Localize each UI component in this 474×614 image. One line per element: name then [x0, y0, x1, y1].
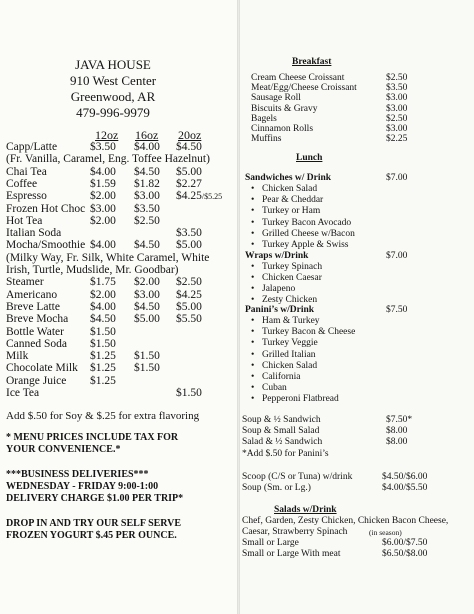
- drink-price-12oz: $4.00: [90, 300, 116, 313]
- sandwiches-item-label: Turkey or Ham: [262, 206, 321, 217]
- drink-price-20oz-value: $2.27: [176, 177, 202, 190]
- wraps-price: $7.00: [386, 251, 408, 261]
- bullet-icon: •: [251, 327, 255, 338]
- paninis-item: [251, 339, 318, 349]
- drink-name: Chai Tea: [6, 165, 47, 178]
- drink-name: Milk: [6, 350, 29, 363]
- drink-name: Frozen Hot Choc: [6, 202, 86, 215]
- sandwiches-item: [251, 230, 355, 240]
- drink-name: Ice Tea: [6, 387, 40, 399]
- tax-note-line-2: YOUR CONVENIENCE.*: [6, 444, 121, 455]
- drink-price-20oz: [176, 314, 202, 325]
- drink-price-20oz-extra: /$5.25: [201, 192, 223, 202]
- paninis-item-label: Ham & Turkey: [262, 316, 320, 326]
- paninis-item: [251, 373, 301, 383]
- breakfast-item-price: $3.00: [386, 124, 408, 134]
- bullet-icon: •: [251, 383, 255, 394]
- wraps-item-label: Turkey Spinach: [262, 262, 323, 272]
- drink-name: Mocha/Smoothie: [6, 239, 86, 252]
- breakfast-item-name: Bagels: [251, 113, 277, 124]
- drink-price-16oz: $1.50: [134, 362, 160, 375]
- bullet-icon: •: [251, 273, 255, 283]
- drink-price-12oz: $1.25: [90, 362, 116, 375]
- scoop-item-price: $4.00/$5.50: [382, 483, 428, 493]
- combo-name: Soup & Small Salad: [242, 426, 320, 436]
- scoop-item-name: Scoop (C/S or Tuna) w/drink: [242, 472, 353, 482]
- wraps-item-label: Chicken Caesar: [262, 273, 322, 283]
- drink-name: Orange Juice: [6, 374, 67, 387]
- drink-price-20oz: [176, 191, 222, 202]
- delivery-note-line-3: DELIVERY CHARGE $1.00 PER TRIP*: [6, 493, 184, 504]
- drink-price-16oz: $4.50: [134, 300, 160, 313]
- bullet-icon: •: [251, 217, 255, 228]
- bullet-icon: •: [251, 295, 255, 305]
- paninis-item: [251, 351, 316, 361]
- shop-city: Greenwood, AR: [70, 89, 156, 104]
- drink-name: Breve Mocha: [6, 313, 69, 326]
- paninis-item-label: Cuban: [262, 383, 287, 394]
- salad-item-price: $6.50/$8.00: [382, 549, 428, 559]
- paninis-item-label: Turkey Veggie: [262, 338, 318, 349]
- drink-price-20oz: [176, 179, 202, 190]
- sandwiches-title: Sandwiches w/ Drink: [245, 173, 332, 183]
- drink-price-16oz: $2.50: [134, 214, 160, 227]
- page-fold: [237, 0, 240, 614]
- paninis-item: [251, 384, 287, 394]
- drink-price-12oz: $3.50: [90, 141, 116, 153]
- drink-price-12oz: $1.25: [90, 374, 116, 387]
- drink-price-12oz: $2.00: [90, 214, 116, 227]
- shop-address: 910 West Center: [69, 73, 157, 88]
- drink-price-12oz: $4.00: [90, 239, 116, 252]
- drink-price-20oz: [176, 142, 202, 153]
- sandwiches-item-label: Grilled Cheese w/Bacon: [262, 228, 355, 239]
- bullet-icon: •: [251, 184, 255, 194]
- drink-name: Steamer: [6, 276, 44, 289]
- breakfast-item-name: Sausage Roll: [251, 93, 301, 104]
- combo-price: $8.00: [386, 437, 408, 447]
- breakfast-item-name: Biscuits & Gravy: [251, 103, 318, 114]
- drink-name: Bottle Water: [6, 325, 64, 338]
- size-header-20oz: 20oz: [178, 128, 202, 142]
- sandwiches-item: [251, 241, 348, 251]
- flavor-note: Add $.50 for Soy & $.25 for extra flavoring: [6, 410, 200, 422]
- drink-price-16oz: $3.50: [134, 202, 160, 215]
- wraps-item: [251, 285, 295, 295]
- drink-name: Irish, Turtle, Mudslide, Mr. Goodbar): [6, 264, 179, 276]
- drink-name: Chocolate Milk: [6, 362, 78, 375]
- bullet-icon: •: [251, 228, 255, 239]
- drink-price-20oz-value: $5.00: [176, 300, 202, 313]
- yogurt-note-line-1: DROP IN AND TRY OUR SELF SERVE: [6, 518, 182, 529]
- sandwiches-item-label: Turkey Bacon Avocado: [262, 217, 352, 228]
- breakfast-title: Breakfast: [292, 57, 332, 67]
- bullet-icon: •: [251, 349, 255, 360]
- breakfast-item-name: Muffins: [251, 134, 282, 145]
- drink-price-16oz: $3.00: [134, 288, 160, 301]
- lunch-title: Lunch: [296, 153, 323, 163]
- paninis-item-label: Chicken Salad: [262, 360, 318, 371]
- sandwiches-item: [251, 185, 317, 195]
- drink-price-20oz-value: $4.25: [176, 190, 202, 203]
- drink-price-12oz: $1.59: [90, 177, 116, 190]
- drink-price-20oz-value: $4.50: [176, 141, 202, 153]
- bullet-icon: •: [251, 240, 255, 250]
- drink-price-20oz: [176, 167, 202, 178]
- salad-item-name: Small or Large: [242, 538, 299, 548]
- drink-price-16oz: $4.00: [134, 141, 160, 153]
- scoop-item-price: $4.50/$6.00: [382, 472, 428, 482]
- paninis-item-label: Grilled Italian: [262, 349, 316, 360]
- drink-price-20oz-value: $2.50: [176, 276, 202, 289]
- salads-title: Salads w/Drink: [274, 505, 337, 515]
- sandwiches-item-label: Chicken Salad: [262, 184, 318, 194]
- drink-price-20oz-value: $5.00: [176, 239, 202, 252]
- bullet-icon: •: [251, 394, 255, 405]
- drink-price-12oz: $1.75: [90, 276, 116, 289]
- drink-name: Espresso: [6, 190, 47, 203]
- bullet-icon: •: [251, 284, 255, 294]
- drink-price-12oz: $4.00: [90, 165, 116, 178]
- paninis-item: [251, 328, 355, 338]
- drink-price-16oz: $5.00: [134, 313, 160, 326]
- drink-name: Capp/Latte: [6, 141, 58, 153]
- wraps-title: Wraps w/Drink: [245, 251, 309, 261]
- combo-name: Soup & ½ Sandwich: [242, 415, 321, 425]
- bullet-icon: •: [251, 206, 255, 217]
- sandwiches-price: $7.00: [386, 173, 408, 183]
- size-header-12oz: 12oz: [95, 128, 119, 142]
- breakfast-item-name: Meat/Egg/Cheese Croissant: [251, 83, 357, 94]
- bullet-icon: •: [251, 360, 255, 371]
- delivery-note-line-2: WEDNESDAY - FRIDAY 9:00-1:00: [6, 481, 159, 492]
- drink-price-20oz: [176, 388, 202, 399]
- panini-note: *Add $.50 for Panini’s: [242, 449, 329, 459]
- drink-price-12oz: $4.50: [90, 313, 116, 326]
- drink-price-16oz: $3.00: [134, 190, 160, 203]
- paninis-item-label: California: [262, 372, 301, 382]
- breakfast-item-price: $2.25: [386, 134, 408, 145]
- drink-name: Canned Soda: [6, 337, 68, 350]
- sandwiches-item-label: Turkey Apple & Swiss: [262, 240, 349, 250]
- salad-item-name: Small or Large With meat: [242, 549, 341, 559]
- salads-desc-2: Caesar, Strawberry Spinach: [242, 527, 348, 537]
- wraps-item-label: Jalapeno: [262, 284, 296, 294]
- paninis-item: [251, 395, 339, 405]
- salad-item-price: $6.00/$7.50: [382, 538, 428, 548]
- tax-note-line-1: * MENU PRICES INCLUDE TAX FOR: [6, 432, 179, 443]
- shop-name: JAVA HOUSE: [75, 57, 151, 72]
- combo-price: $7.50*: [386, 415, 413, 425]
- combo-price: $8.00: [386, 426, 408, 436]
- breakfast-item-price: $2.50: [386, 73, 408, 83]
- drink-name: Americano: [6, 288, 58, 301]
- drink-price-12oz: $2.00: [90, 190, 116, 203]
- drink-price-20oz: [176, 277, 202, 288]
- sandwiches-item: [251, 219, 351, 229]
- salads-desc-1: Chef, Garden, Zesty Chicken, Chicken Bacon Cheese,: [242, 516, 449, 526]
- scoop-item-name: Soup (Sm. or Lg.): [242, 483, 311, 493]
- drink-name: Hot Tea: [6, 214, 43, 227]
- drink-price-20oz-value: $3.50: [176, 227, 202, 240]
- bullet-icon: •: [251, 262, 255, 272]
- sandwiches-item: [251, 207, 320, 217]
- sandwiches-item-label: Pear & Cheddar: [262, 195, 324, 206]
- drink-price-20oz: [176, 228, 202, 239]
- bullet-icon: •: [251, 316, 255, 326]
- paninis-item: [251, 317, 320, 327]
- bullet-icon: •: [251, 195, 255, 206]
- paninis-item-label: Turkey Bacon & Cheese: [262, 327, 356, 338]
- paninis-title: Panini’s w/Drink: [245, 305, 315, 315]
- salads-desc-2-note: (in season): [369, 528, 402, 537]
- drink-price-16oz: $4.50: [134, 165, 160, 178]
- wraps-item-label: Zesty Chicken: [262, 295, 318, 305]
- wraps-item: [251, 263, 322, 273]
- breakfast-item-price: $3.00: [386, 93, 408, 104]
- shop-phone: 479-996-9979: [76, 105, 150, 120]
- drink-name: Italian Soda: [6, 227, 62, 240]
- combo-name: Salad & ½ Sandwich: [242, 437, 323, 447]
- paninis-item-label: Pepperoni Flatbread: [262, 394, 339, 405]
- breakfast-item-name: Cinnamon Rolls: [251, 124, 314, 134]
- drink-price-16oz: $2.00: [134, 276, 160, 289]
- paninis-item: [251, 362, 317, 372]
- drink-price-12oz: $1.50: [90, 337, 116, 350]
- drink-price-12oz: $3.00: [90, 202, 116, 215]
- drink-price-16oz: $4.50: [134, 239, 160, 252]
- bullet-icon: •: [251, 338, 255, 349]
- drink-price-20oz: [176, 302, 202, 313]
- drink-name: Breve Latte: [6, 300, 60, 313]
- drink-price-16oz: $1.82: [134, 177, 160, 190]
- drink-name: (Fr. Vanilla, Caramel, Eng. Toffee Hazelnut): [6, 153, 210, 166]
- size-header-16oz: 16oz: [135, 128, 159, 142]
- delivery-note-line-1: ***BUSINESS DELIVERIES***: [6, 469, 149, 480]
- drink-price-20oz-value: $5.00: [176, 165, 202, 178]
- breakfast-item-price: $3.00: [386, 103, 408, 114]
- drink-price-16oz: $1.50: [134, 350, 160, 363]
- drink-price-20oz-value: $4.25: [176, 288, 202, 301]
- drink-price-12oz: $1.50: [90, 325, 116, 338]
- sandwiches-item: [251, 196, 323, 206]
- drink-price-20oz-value: $5.50: [176, 313, 202, 326]
- drink-price-12oz: $1.25: [90, 350, 116, 363]
- drink-price-20oz-value: $1.50: [176, 387, 202, 399]
- drink-price-20oz: [176, 290, 202, 301]
- breakfast-item-name: Cream Cheese Croissant: [251, 73, 345, 83]
- drink-price-12oz: $2.00: [90, 288, 116, 301]
- drink-price-20oz: [176, 240, 202, 251]
- wraps-item: [251, 274, 322, 284]
- drink-name: (Milky Way, Fr. Silk, White Caramel, White: [6, 251, 210, 264]
- breakfast-item-price: $2.50: [386, 113, 408, 124]
- paninis-price: $7.50: [386, 305, 408, 315]
- bullet-icon: •: [251, 372, 255, 382]
- drink-name: Coffee: [6, 177, 38, 190]
- breakfast-item-price: $3.50: [386, 83, 408, 94]
- yogurt-note-line-2: FROZEN YOGURT $.45 PER OUNCE.: [6, 530, 177, 541]
